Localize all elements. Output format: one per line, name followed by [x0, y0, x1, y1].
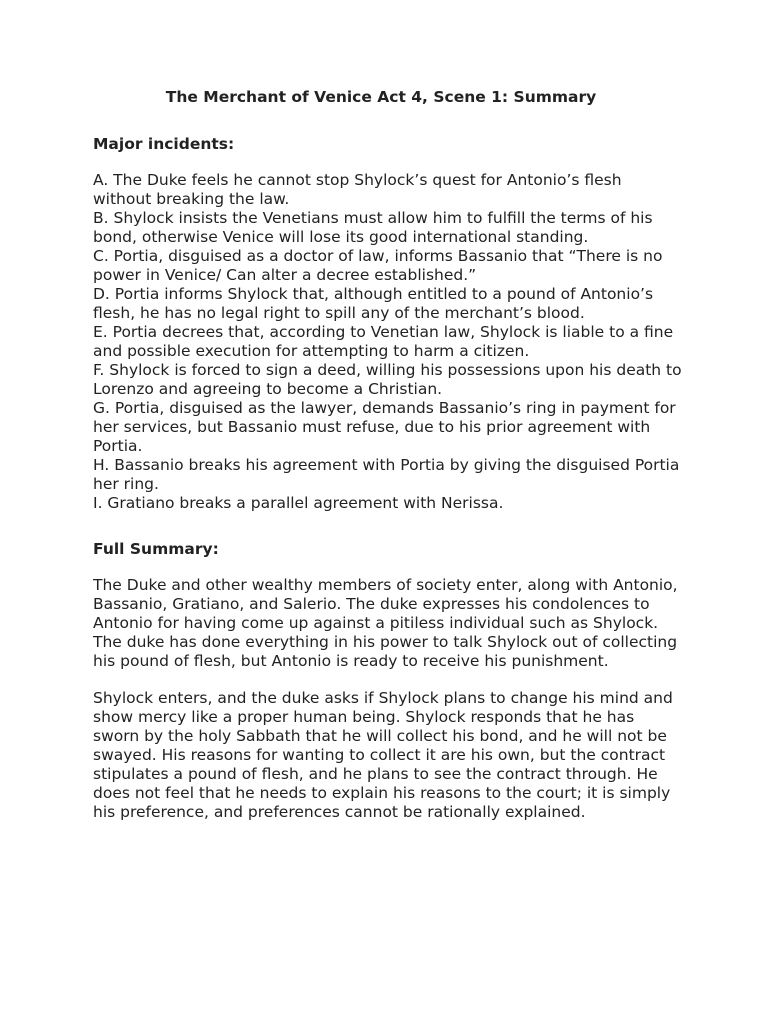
incident-item: D. Portia informs Shylock that, although entitled to a pound of Antonio’s flesh, he has no legal right to spill any of the merchant’s blood.	[93, 285, 654, 322]
incident-item: G. Portia, disguised as the lawyer, demands Bassanio’s ring in payment for her services, but Bassanio must refuse, due to his prior agreement with Portia.	[93, 399, 676, 455]
summary-paragraph: The Duke and other wealthy members of society enter, along with Antonio, Bassanio, Gratiano, and Salerio. The duke expresses his condolences to Antonio for having come up against a pitiless individual such as Shylock. The duke has done everything in his power to talk Shylock out of collecting his pound of flesh, but Antonio is ready to receive his punishment.	[93, 576, 678, 670]
incident-item: H. Bassanio breaks his agreement with Portia by giving the disguised Portia her ring.	[93, 456, 680, 493]
full-summary-heading: Full Summary:	[93, 540, 219, 558]
document-title: The Merchant of Venice Act 4, Scene 1: Summary	[165, 88, 597, 106]
incident-item: F. Shylock is forced to sign a deed, willing his possessions upon his death to Lorenzo and agreeing to become a Christian.	[93, 361, 682, 398]
section-spacer	[93, 513, 683, 538]
incidents-list	[93, 171, 683, 513]
incident-item: A. The Duke feels he cannot stop Shylock’s quest for Antonio’s flesh without breaking the law.	[93, 171, 622, 208]
summary-paragraph: Shylock enters, and the duke asks if Shylock plans to change his mind and show mercy like a proper human being. Shylock responds that he has sworn by the holy Sabbath that he will collect his bond, and he will not be swayed. His reasons for wanting to collect it are his own, but the contract stipulates a pound of flesh, and he plans to see the contract through. He does not feel that he needs to explain his reasons to the court; it is simply his preference, and preferences cannot be rationally explained.	[93, 689, 673, 821]
incident-item: B. Shylock insists the Venetians must allow him to fulfill the terms of his bond, otherwise Venice will lose its good international standing.	[93, 209, 653, 246]
incident-item: E. Portia decrees that, according to Venetian law, Shylock is liable to a fine and possible execution for attempting to harm a citizen.	[93, 323, 674, 360]
major-incidents-heading: Major incidents:	[93, 135, 235, 153]
incident-item: C. Portia, disguised as a doctor of law, informs Bassanio that “There is no power in Venice/ Can alter a decree established.”	[93, 247, 663, 284]
incident-item: I. Gratiano breaks a parallel agreement with Nerissa.	[93, 494, 504, 512]
document-page	[93, 86, 683, 840]
